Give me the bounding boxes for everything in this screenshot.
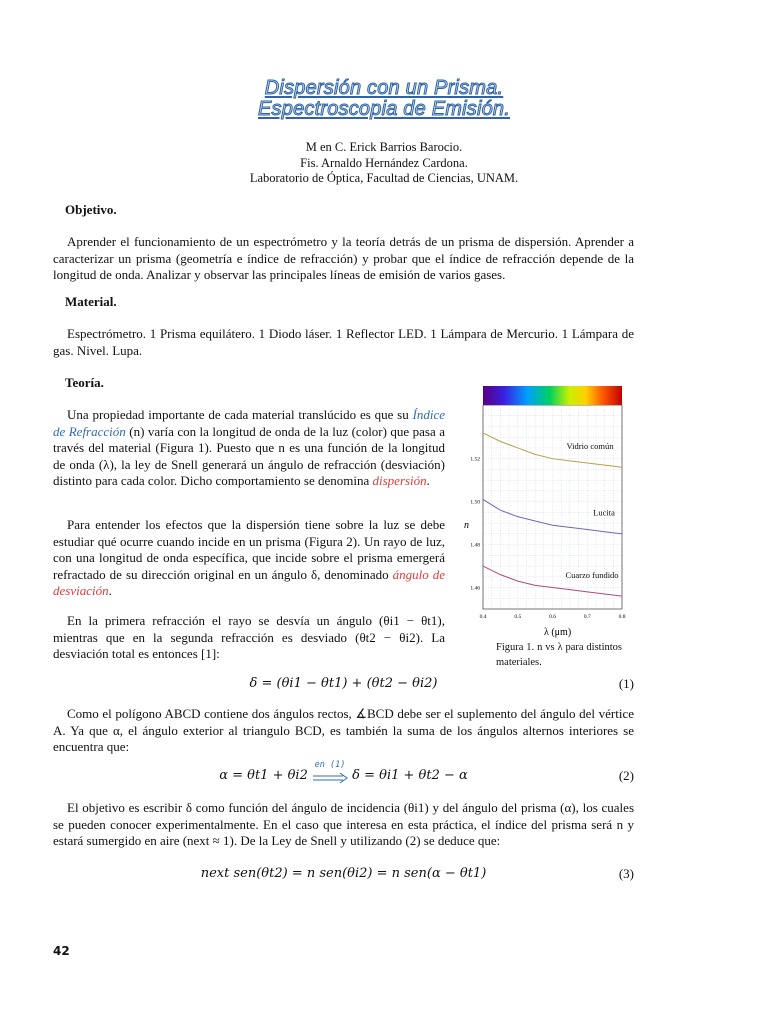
equation-2 (53, 760, 634, 790)
y-tick-label: 1.46 (470, 585, 480, 592)
teoria-paragraph-2: Para entender los efectos que la dispersión tiene sobre la luz se debe estudiar qué ocurre cuando incide en un prisma (Figura 2). Un rayo de luz, con una longitud de onda específica, que incide sobre el prisma emergerá refractado de su dirección original en un ángulo δ, denominado ángulo de desviación. (53, 517, 445, 598)
equation-1-number: (1) (618, 676, 634, 691)
teoria-paragraph-3: En la primera refracción el rayo se desvía un ángulo (θi1 − θt1), mientras que en la segunda refracción es desviado (θt2 − θi2). La desviación total es entonces [1]: (53, 613, 445, 661)
arrow-label: en (1) (314, 759, 346, 770)
page-number: 42 (53, 944, 70, 958)
chart-series-labels (565, 441, 618, 580)
equation-2-left: α = θt1 + θi2 (219, 768, 308, 783)
refractive-index-chart (462, 405, 642, 641)
p1-text-a: Una propiedad importante de cada material translúcido es que su (67, 407, 409, 422)
double-arrow-icon (312, 772, 348, 784)
material-heading: Material. (65, 294, 117, 309)
teoria-paragraph-1: Una propiedad importante de cada material translúcido es que su Índice de Refracción (n) varía con la longitud de onda de la luz (color) que pasa a través del material (Figura 1). Puesto que n es una función de la longitud de onda (λ), la ley de Snell generará un ángulo de refracción (desviación) distinto para cada color. Dicho comportamiento se denomina dispersión. (53, 407, 445, 488)
equation-3-body: next sen(θt2) = n sen(θi2) = n sen(α − θt1) (200, 866, 487, 881)
equation-3-number: (3) (618, 866, 634, 881)
y-tick-label: 1.50 (470, 499, 480, 506)
teoria-paragraph-4: Como el polígono ABCD contiene dos ángulos rectos, ∡BCD debe ser el suplemento del ángulo del vértice A. Ya que α, el ángulo exterior al triangulo BCD, es también la suma de los ángulos alternos interiores se encuentra que: (53, 706, 634, 754)
figure-caption: Figura 1. n vs λ para distintos materiales. (496, 642, 622, 668)
teoria-heading: Teoría. (65, 375, 104, 390)
equation-2-number: (2) (618, 768, 634, 783)
x-tick-label: 0.4 (479, 614, 487, 620)
y-tick-label: 1.48 (470, 542, 480, 549)
title-line-1: Dispersión con un Prisma. (264, 77, 504, 99)
implies-arrow (312, 759, 348, 783)
p1-text-b: (n) varía con la longitud de onda de la luz (color) que pasa a través del material (Figura 1). Puesto que n es una función de la longitud de onda (λ), la ley de Snell generará un ángulo de refracción (desviación) distinto para cada color. Dicho comportamiento se denomina (53, 423, 445, 488)
series-label-2: Cuarzo fundido (565, 569, 619, 580)
y-tick-label: 1.52 (470, 456, 480, 463)
author-1: M en C. Erick Barrios Barocio. (305, 140, 463, 154)
document-title (0, 78, 768, 120)
x-tick-label: 0.7 (583, 614, 591, 620)
y-axis-label: n (464, 520, 469, 531)
equation-1-body: δ = (θi1 − θt1) + (θt2 − θi2) (249, 676, 438, 691)
indice-refraccion-link[interactable]: Índice de Refracción (53, 407, 445, 439)
title-line-2: Espectroscopia de Emisión. (258, 98, 510, 120)
angulo-desviacion-term: ángulo de desviación (53, 566, 445, 598)
series-label-0: Vidrio común (566, 440, 614, 451)
equation-2-right: δ = θi1 + θt2 − α (352, 768, 468, 783)
dispersion-term: dispersión (372, 473, 427, 488)
visible-spectrum-bar (483, 386, 622, 405)
equation-1 (53, 676, 634, 694)
affiliation: Laboratorio de Óptica, Facultad de Ciencias, UNAM. (249, 171, 519, 185)
equation-3 (53, 866, 634, 884)
authors-block (0, 140, 768, 187)
material-paragraph: Espectrómetro. 1 Prisma equilátero. 1 Diodo láser. 1 Reflector LED. 1 Lámpara de Mercurio. 1 Lámpara de gas. Nivel. Lupa. (53, 326, 634, 358)
x-tick-label: 0.5 (514, 614, 522, 620)
y-tick-labels (470, 457, 480, 592)
author-2: Fis. Arnaldo Hernández Cardona. (300, 155, 468, 170)
x-tick-label: 0.6 (549, 614, 556, 620)
teoria-paragraph-5: El objetivo es escribir δ como función del ángulo de incidencia (θi1) y del ángulo del prisma (α), los cuales se pueden conocer experimentalmente. En el caso que interesa en esta práctica, el índice del prisma será n y estará sumergido en aire (next ≈ 1). De la Ley de Snell y utilizando (2) se deduce que: (53, 800, 634, 848)
objetivo-paragraph: Aprender el funcionamiento de un espectrómetro y la teoría detrás de un prisma de dispersión. Aprender a caracterizar un prisma (geometría e índice de refracción) y probar que el índice de refracción depende de la longitud de onda. Analizar y observar las principales líneas de emisión de varios gases. (53, 234, 634, 282)
series-label-1: Lucita (593, 507, 615, 518)
objetivo-heading: Objetivo. (65, 202, 117, 217)
x-tick-labels (480, 614, 626, 620)
x-axis-label: λ (μm) (544, 627, 572, 638)
x-tick-label: 0.8 (618, 614, 626, 620)
p2-text-a: Para entender los efectos que la dispersión tiene sobre la luz se debe estudiar qué ocurre cuando incide en un prisma (Figura 2). Un rayo de luz, con una longitud de onda específica, que incide sobre el prisma emergerá refractado de su dirección original en un ángulo δ, denominado (53, 517, 445, 582)
